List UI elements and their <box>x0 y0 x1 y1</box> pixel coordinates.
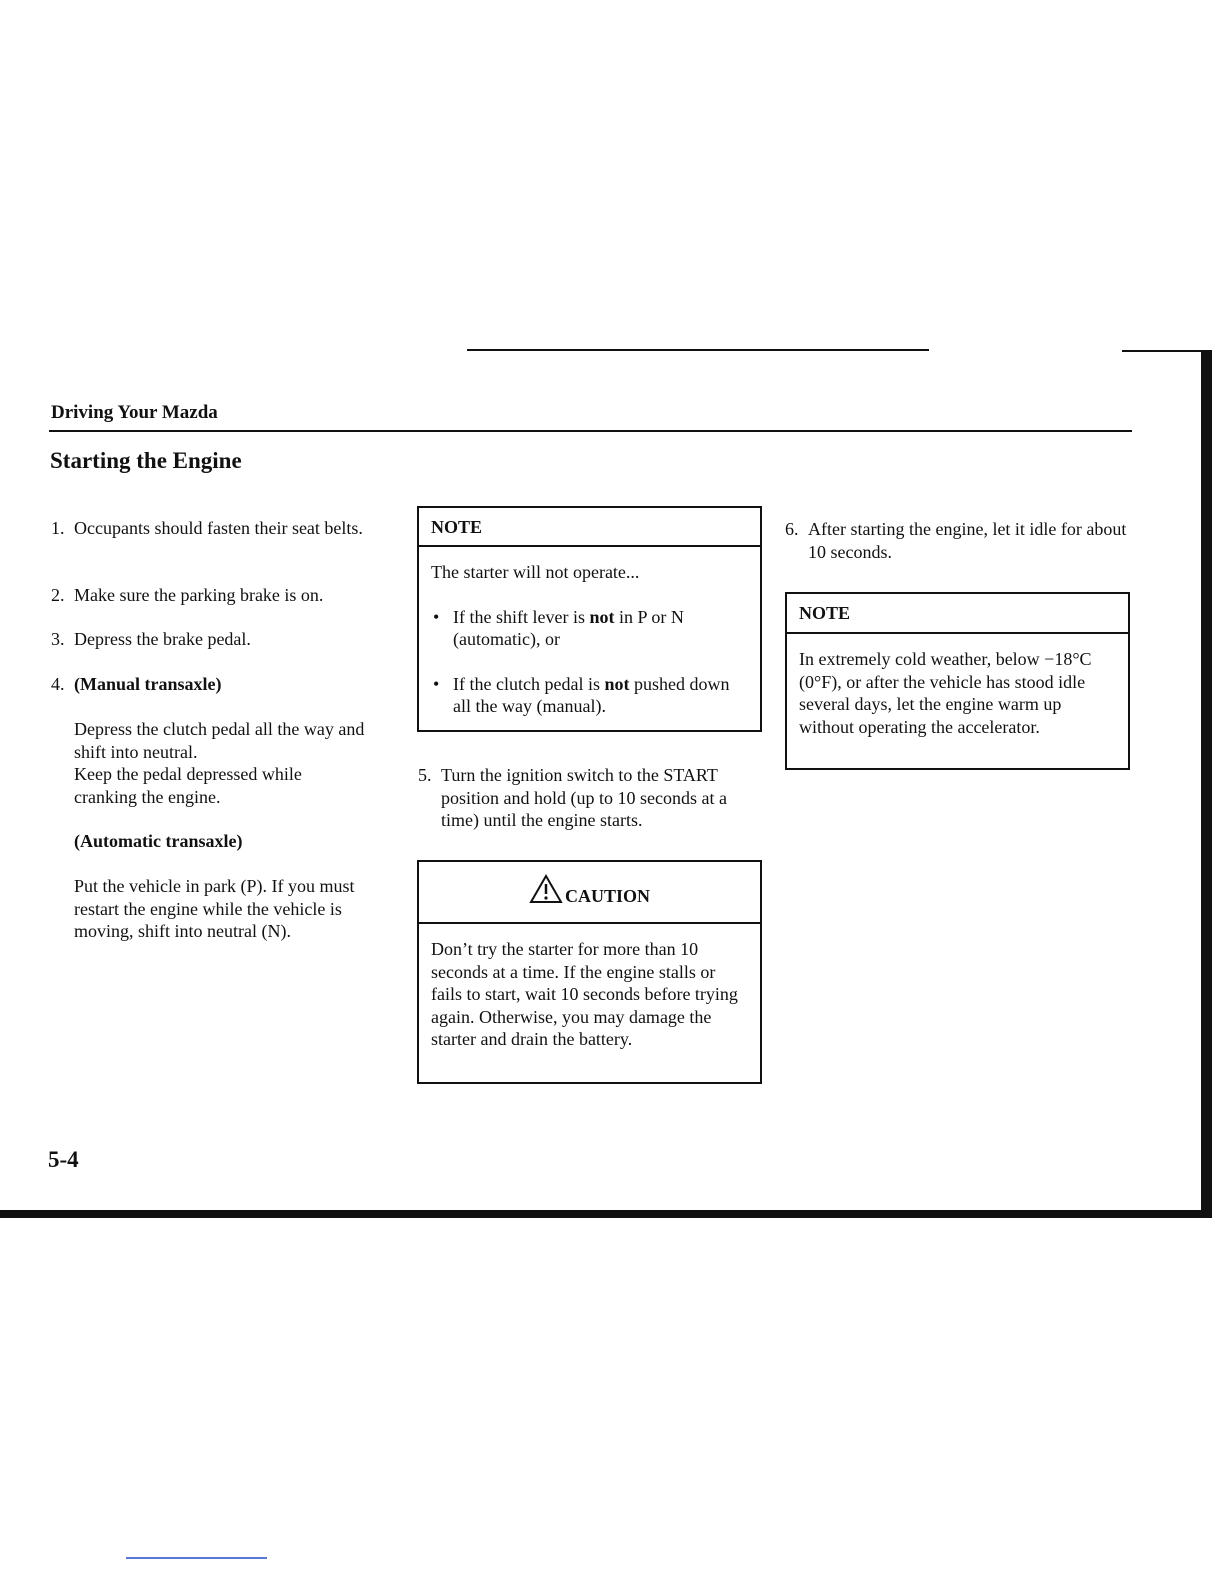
step-text: Make sure the parking brake is on. <box>74 585 324 605</box>
warning-triangle-icon <box>529 874 563 904</box>
step-number: 5. <box>418 765 432 785</box>
note-box-cold-weather <box>785 592 1130 770</box>
top-right-scan-line <box>1122 350 1202 352</box>
bullet-emphasis: not <box>604 673 630 694</box>
automatic-heading: (Automatic transaxle) <box>74 831 243 851</box>
step-2 <box>51 584 381 607</box>
step-heading: (Manual transaxle) <box>74 674 222 694</box>
bullet-emphasis: not <box>589 606 615 627</box>
header-rule <box>49 430 1132 432</box>
manual-paragraph-1: Depress the clutch pedal all the way and shift into neutral. <box>74 719 365 762</box>
note-bullet <box>431 673 750 718</box>
section-header: Driving Your Mazda <box>51 402 218 423</box>
step-text: Occupants should fasten their seat belts. <box>74 518 363 538</box>
step-number: 6. <box>785 519 799 539</box>
step-3 <box>51 628 381 651</box>
top-scan-line <box>467 349 929 351</box>
bottom-blue-line <box>126 1557 267 1559</box>
step-text: After starting the engine, let it idle for about 10 seconds. <box>808 519 1127 562</box>
caution-header <box>419 862 760 924</box>
step-text: Turn the ignition switch to the START position and hold (up to 10 seconds at a time) until the engine starts. <box>441 765 727 830</box>
step-number: 1. <box>51 518 65 538</box>
step-number: 4. <box>51 674 65 694</box>
note-box <box>417 506 762 732</box>
bullet-icon: • <box>433 673 440 694</box>
step-text: Depress the brake pedal. <box>74 629 251 649</box>
automatic-text: Put the vehicle in park (P). If you must restart the engine while the vehicle is moving, shift into neutral (N). <box>74 876 355 941</box>
step-4 <box>51 673 381 696</box>
step-number: 3. <box>51 629 65 649</box>
bullet-text: If the clutch pedal is <box>453 673 605 694</box>
bullet-icon: • <box>433 606 440 627</box>
page-number: 5-4 <box>48 1147 79 1172</box>
bullet-text: If the shift lever is <box>453 606 590 627</box>
right-page-edge <box>1201 350 1212 1218</box>
step-1 <box>51 517 371 540</box>
note-label: NOTE <box>787 594 1128 634</box>
caution-box <box>417 860 762 1084</box>
note-body <box>419 547 760 718</box>
step-number: 2. <box>51 585 65 605</box>
manual-paragraph-2: Keep the pedal depressed while cranking the engine. <box>74 764 302 807</box>
note-intro: The starter will not operate... <box>431 562 640 582</box>
note-body: In extremely cold weather, below −18°C (0°F), or after the vehicle has stood idle several days, let the engine warm up without operating the accelerator. <box>799 649 1092 737</box>
caution-label: CAUTION <box>564 886 650 906</box>
step-6 <box>785 518 1130 563</box>
caution-text: Don’t try the starter for more than 10 seconds at a time. If the engine stalls or fails to start, wait 10 seconds before trying again. Otherwise, you may damage the starter and drain the battery. <box>431 939 738 1049</box>
step-5 <box>418 764 763 832</box>
note-bullet <box>431 606 750 651</box>
bullet-text: pushed down all the way (manual). <box>453 673 730 716</box>
note-label: NOTE <box>419 508 760 547</box>
bottom-page-edge <box>0 1210 1212 1218</box>
page-title: Starting the Engine <box>50 448 242 473</box>
bullet-text: in P or N (automatic), or <box>453 606 684 649</box>
